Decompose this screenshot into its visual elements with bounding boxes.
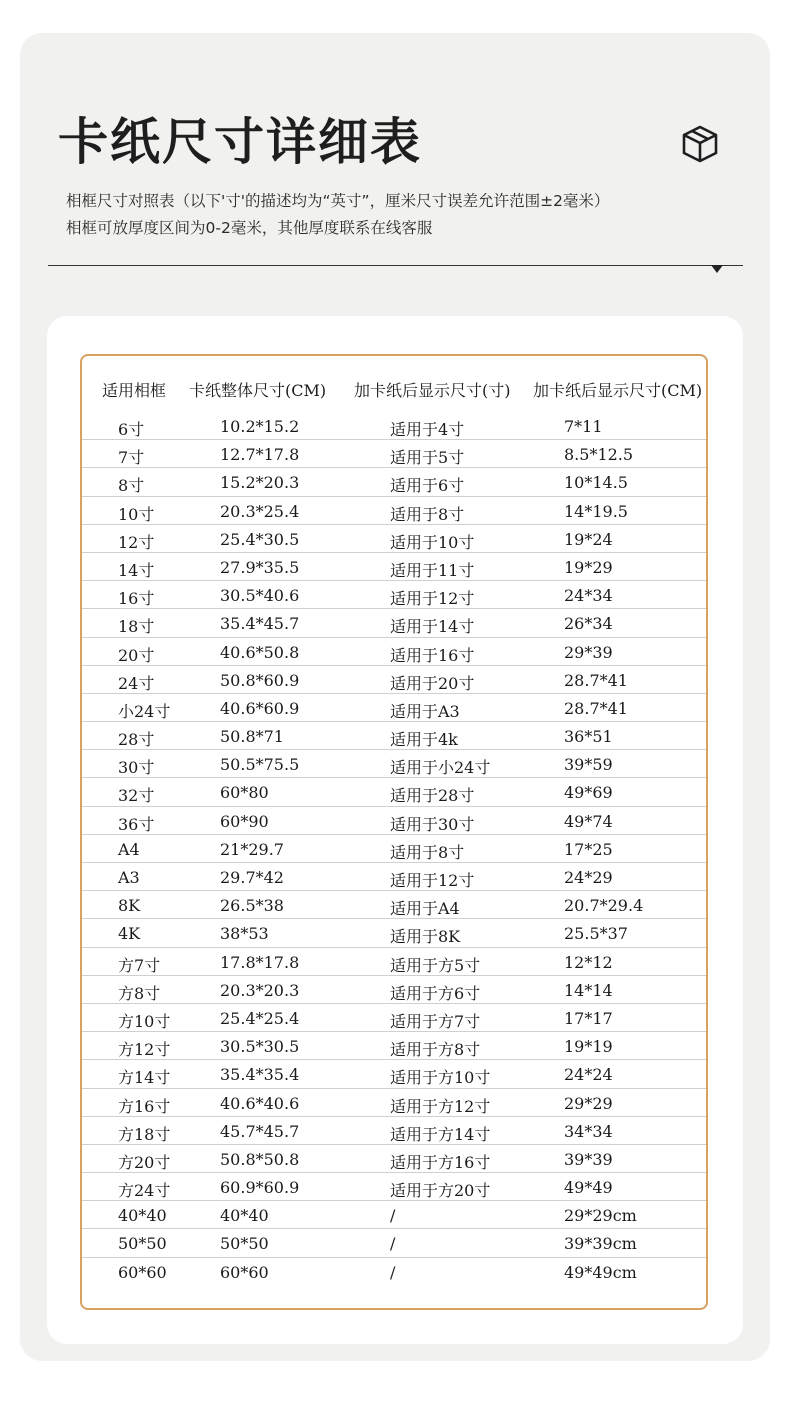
table-row [82,722,706,750]
cell-frame: 4K [118,924,141,944]
cell-display-cm: 12*12 [564,952,613,972]
cell-display-inch: 适用于A4 [390,899,460,919]
cell-card-size: 21*29.7 [220,839,284,859]
cell-card-size: 50.5*75.5 [220,755,300,775]
cell-frame: 16寸 [118,589,155,609]
subtitle-thickness-note: 相框可放厚度区间为0-2毫米，其他厚度联系在线客服 [66,219,433,237]
table-row [82,666,706,694]
cell-display-inch: 适用于10寸 [390,532,475,552]
cell-display-inch: 适用于12寸 [390,871,475,890]
cell-display-inch: 适用于12寸 [390,589,475,609]
cell-display-inch: 适用于方5寸 [390,955,481,975]
cell-frame: 32寸 [118,786,155,806]
cell-display-inch: 适用于方20寸 [390,1181,491,1201]
cell-frame: 40*40 [118,1206,167,1226]
table-row [82,581,706,609]
cell-display-cm: 49*69 [564,783,613,803]
cell-card-size: 20.3*25.4 [220,501,300,521]
cell-card-size: 15.2*20.3 [220,473,300,493]
divider [48,265,743,266]
cell-display-inch: 适用于20寸 [390,673,475,693]
cell-display-cm: 17*25 [564,839,613,859]
cell-display-cm: 39*59 [564,755,613,775]
table-row [82,1004,706,1032]
cell-display-cm: 24*24 [564,1065,613,1085]
cell-frame: 方20寸 [118,1152,171,1172]
cell-frame: 方12寸 [118,1040,171,1060]
cell-display-cm: 36*51 [564,727,613,747]
cell-display-cm: 17*17 [564,1008,613,1028]
cell-card-size: 38*53 [220,924,269,944]
table-row [82,1117,706,1145]
cell-display-cm: 29*29cm [564,1206,637,1226]
cell-display-cm: 28.7*41 [564,698,628,718]
cell-display-inch: 适用于8寸 [390,504,465,524]
cell-frame: 14寸 [118,560,155,580]
cell-display-inch: 适用于8寸 [390,842,465,862]
cell-card-size: 40*40 [220,1206,269,1226]
cell-display-cm: 39*39 [564,1149,613,1169]
cell-display-inch: 适用于方7寸 [390,1011,481,1031]
page-title: 卡纸尺寸详细表 [58,113,422,171]
cell-display-cm: 19*19 [564,1037,613,1057]
cell-card-size: 35.4*45.7 [220,614,300,634]
cell-display-cm: 19*29 [564,557,613,577]
cell-card-size: 40.6*40.6 [220,1093,300,1113]
cell-frame: A3 [118,868,140,887]
cell-card-size: 10.2*15.2 [220,417,300,436]
cell-display-cm: 7*11 [564,417,603,436]
cell-display-cm: 24*29 [564,868,613,887]
cell-display-inch: / [390,1234,396,1254]
cell-frame: 方14寸 [118,1068,171,1088]
cell-display-inch: 适用于方14寸 [390,1124,491,1144]
table-header [82,356,706,410]
cell-display-cm: 49*49cm [564,1262,637,1282]
cell-display-cm: 8.5*12.5 [564,445,634,465]
cell-frame: 6寸 [118,420,145,439]
table-row [82,1089,706,1117]
cell-display-inch: 适用于小24寸 [390,758,491,778]
cell-frame: 24寸 [118,673,155,693]
cell-card-size: 60*90 [220,811,269,831]
cell-frame: 20寸 [118,645,155,665]
cell-frame: 方8寸 [118,983,161,1003]
cell-display-inch: 适用于方8寸 [390,1040,481,1060]
table-row [82,919,706,947]
cell-display-inch: 适用于6寸 [390,476,465,496]
column-header-card-size: 卡纸整体尺寸(CM) [189,381,327,400]
cell-frame: 28寸 [118,730,155,750]
table-row [82,835,706,863]
table-row [82,468,706,496]
cell-frame: 方16寸 [118,1096,171,1116]
table-row [82,948,706,976]
cell-card-size: 30.5*40.6 [220,586,300,606]
cell-display-cm: 49*49 [564,1178,613,1198]
table-row [82,1060,706,1088]
cell-display-cm: 39*39cm [564,1234,637,1254]
cell-display-inch: / [390,1262,396,1282]
cube-icon [680,124,720,164]
cell-display-inch: 适用于14寸 [390,617,475,637]
table-row [82,807,706,835]
cell-display-inch: 适用于30寸 [390,814,475,834]
cell-display-cm: 25.5*37 [564,924,628,944]
table-row [82,638,706,666]
table-row [82,497,706,525]
cell-card-size: 40.6*50.8 [220,642,300,662]
cell-display-inch: / [390,1206,396,1226]
cell-card-size: 40.6*60.9 [220,698,300,718]
cell-card-size: 30.5*30.5 [220,1037,300,1057]
cell-card-size: 29.7*42 [220,868,284,887]
cell-display-inch: 适用于方12寸 [390,1096,491,1116]
cell-frame: 7寸 [118,448,145,468]
cell-frame: 36寸 [118,814,155,834]
cell-display-cm: 14*19.5 [564,501,628,521]
cell-display-inch: 适用于4k [390,730,458,750]
cell-frame: 10寸 [118,504,155,524]
column-header-display-cm: 加卡纸后显示尺寸(CM) [533,381,703,400]
table-row [82,1145,706,1173]
cell-display-inch: 适用于方10寸 [390,1068,491,1088]
table-row [82,694,706,722]
size-table [80,354,708,1310]
cell-display-cm: 29*29 [564,1093,613,1113]
column-header-frame: 适用相框 [102,381,167,400]
cell-frame: 12寸 [118,532,155,552]
cell-card-size: 25.4*30.5 [220,529,300,549]
cell-frame: 8寸 [118,476,145,496]
cell-display-cm: 29*39 [564,642,613,662]
column-header-display-inch: 加卡纸后显示尺寸(寸) [354,381,511,400]
cell-display-inch: 适用于5寸 [390,448,465,468]
table-row [82,750,706,778]
cell-display-cm: 20.7*29.4 [564,896,644,916]
cell-card-size: 35.4*35.4 [220,1065,300,1085]
cell-display-inch: 适用于4寸 [390,420,465,439]
table-row [82,778,706,806]
cell-display-cm: 14*14 [564,980,613,1000]
cell-display-inch: 适用于方6寸 [390,983,481,1003]
cell-card-size: 25.4*25.4 [220,1008,300,1028]
cell-display-cm: 24*34 [564,586,613,606]
cell-frame: 方24寸 [118,1181,171,1201]
cell-display-cm: 28.7*41 [564,670,628,690]
subtitle-size-note: 相框尺寸对照表（以下'寸'的描述均为“英寸”，厘米尺寸误差允许范围±2毫米） [66,192,610,210]
cell-frame: 60*60 [118,1262,167,1282]
cell-card-size: 26.5*38 [220,896,284,916]
table-row [82,440,706,468]
cell-frame: 小24寸 [118,701,171,721]
cell-card-size: 50*50 [220,1234,269,1254]
cell-card-size: 60*60 [220,1262,269,1282]
cell-card-size: 12.7*17.8 [220,445,300,465]
cell-display-cm: 10*14.5 [564,473,628,493]
cell-display-inch: 适用于方16寸 [390,1152,491,1172]
cell-card-size: 27.9*35.5 [220,557,300,577]
cell-frame: 18寸 [118,617,155,637]
cell-frame: 30寸 [118,758,155,778]
cell-display-inch: 适用于11寸 [390,560,475,580]
cell-frame: A4 [118,839,140,859]
table-row [82,1032,706,1060]
cell-card-size: 20.3*20.3 [220,980,300,1000]
table-row [82,976,706,1004]
cell-display-inch: 适用于16寸 [390,645,475,665]
cell-display-cm: 19*24 [564,529,613,549]
cell-card-size: 50.8*71 [220,727,284,747]
table-row [82,1173,706,1201]
table-row [82,1258,706,1286]
table-row [82,1201,706,1229]
cell-display-inch: 适用于A3 [390,701,460,721]
cell-frame: 方10寸 [118,1011,171,1031]
cell-frame: 方18寸 [118,1124,171,1144]
cell-card-size: 17.8*17.8 [220,952,300,972]
cell-display-cm: 49*74 [564,811,613,831]
divider-marker-icon [711,265,723,273]
cell-card-size: 50.8*60.9 [220,670,300,690]
table-row [82,609,706,637]
cell-frame: 50*50 [118,1234,167,1254]
cell-card-size: 60.9*60.9 [220,1178,300,1198]
cell-display-cm: 34*34 [564,1121,613,1141]
table-row [82,525,706,553]
cell-frame: 8K [118,896,141,916]
cell-display-cm: 26*34 [564,614,613,634]
cell-display-inch: 适用于8K [390,927,461,947]
table-row [82,863,706,891]
table-row [82,891,706,919]
cell-display-inch: 适用于28寸 [390,786,475,806]
cell-frame: 方7寸 [118,955,161,975]
table-row [82,1229,706,1257]
cell-card-size: 60*80 [220,783,269,803]
cell-card-size: 45.7*45.7 [220,1121,300,1141]
table-body [82,412,706,1286]
table-row [82,553,706,581]
table-row [82,412,706,440]
cell-card-size: 50.8*50.8 [220,1149,300,1169]
